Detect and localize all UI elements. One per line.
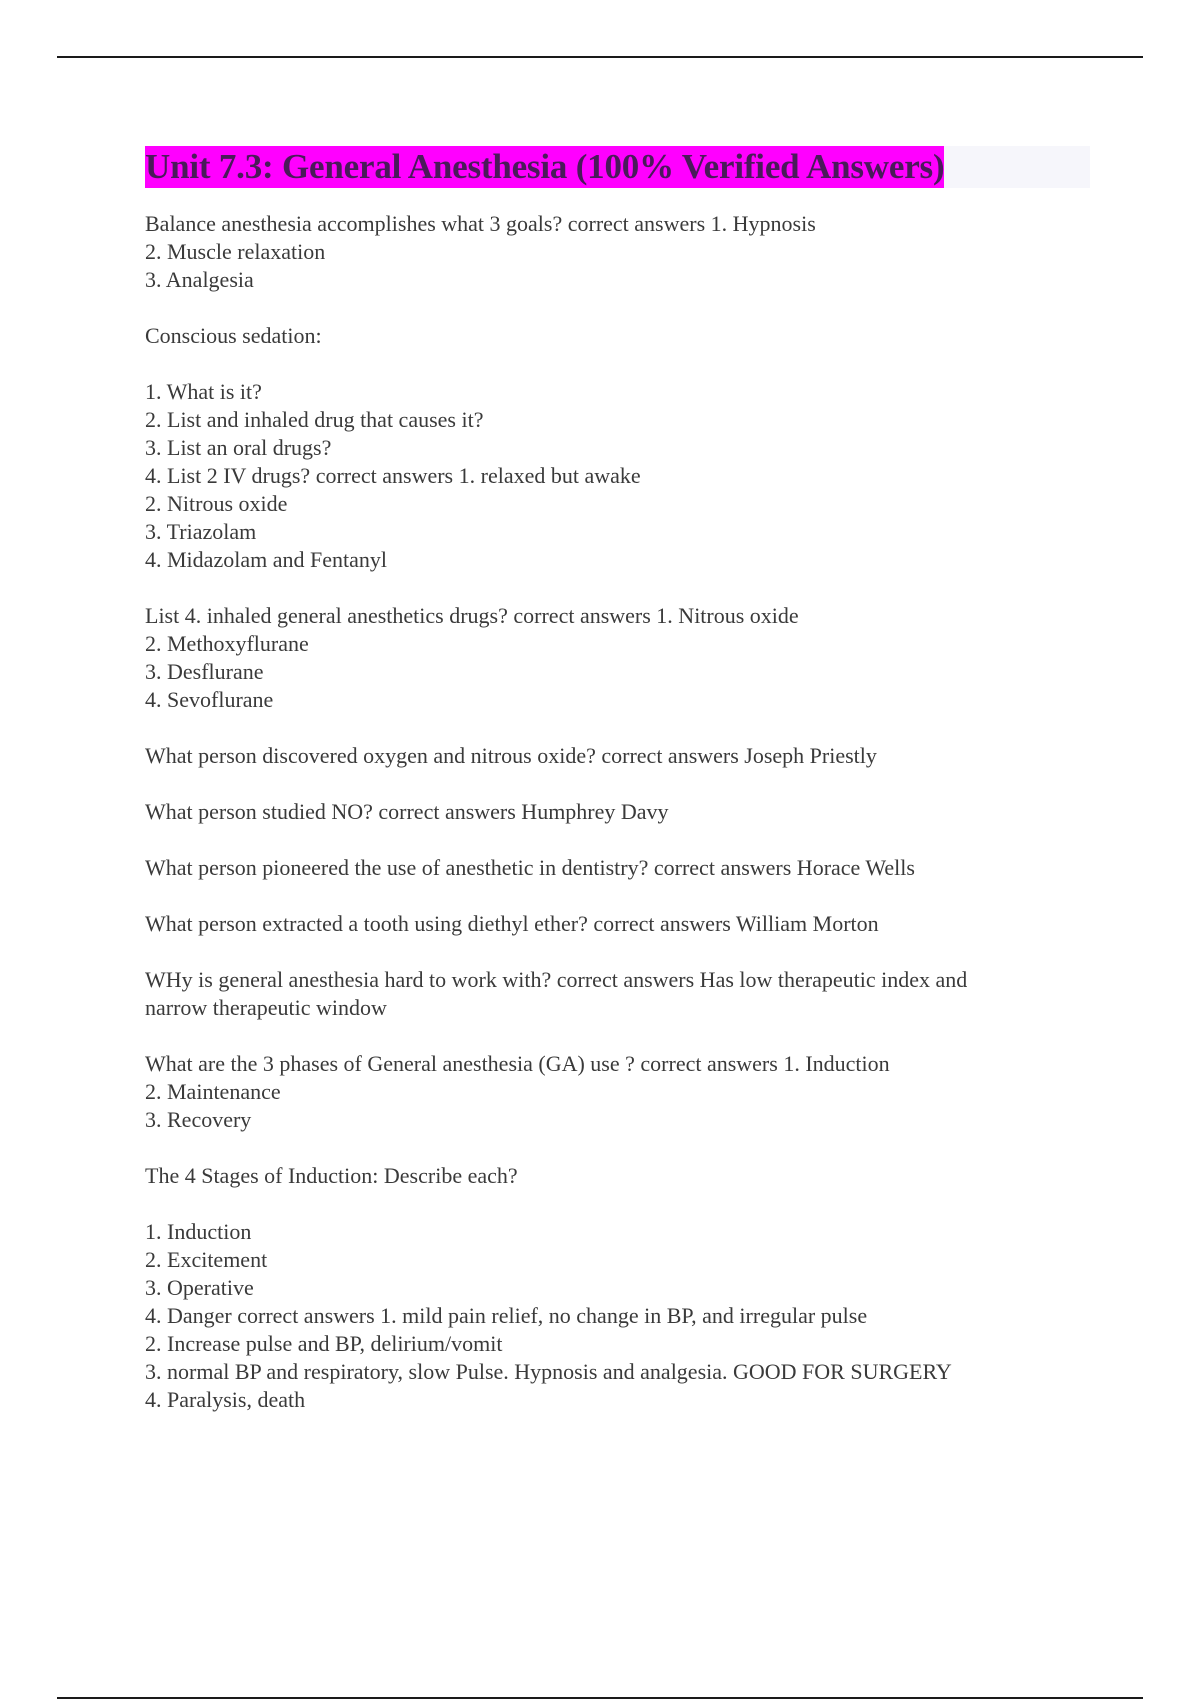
qa-list — [145, 210, 1090, 1414]
text-line: 4. Sevoflurane — [145, 687, 274, 712]
text-line: List 4. inhaled general anesthetics drugs? correct answers 1. Nitrous oxide — [145, 603, 799, 628]
text-line: narrow therapeutic window — [145, 995, 387, 1020]
qa-block — [145, 602, 1090, 714]
qa-block — [145, 798, 1090, 826]
text-line: 2. Maintenance — [145, 1079, 281, 1104]
text-line: 2. Excitement — [145, 1247, 268, 1272]
qa-block — [145, 742, 1090, 770]
text-line: 2. Methoxyflurane — [145, 631, 309, 656]
text-line: 3. List an oral drugs? — [145, 435, 332, 460]
qa-block — [145, 322, 1090, 574]
title-row — [145, 146, 1090, 188]
text-line: Balance anesthesia accomplishes what 3 goals? correct answers 1. Hypnosis — [145, 211, 816, 236]
text-line: 2. Nitrous oxide — [145, 491, 288, 516]
text-line: 3. Triazolam — [145, 519, 257, 544]
text-line: 3. Desflurane — [145, 659, 264, 684]
qa-block — [145, 910, 1090, 938]
document-title: Unit 7.3: General Anesthesia (100% Verified Answers) — [145, 147, 945, 186]
text-line: 4. Midazolam and Fentanyl — [145, 547, 387, 572]
text-line: 1. Induction — [145, 1219, 252, 1244]
blank-line — [145, 350, 1090, 378]
text-line: Conscious sedation: — [145, 323, 322, 348]
text-line: 4. Paralysis, death — [145, 1387, 306, 1412]
qa-block — [145, 1050, 1090, 1134]
bottom-rule — [57, 1697, 1143, 1699]
text-line: What person discovered oxygen and nitrous oxide? correct answers Joseph Priestly — [145, 743, 877, 768]
qa-block — [145, 854, 1090, 882]
document-body — [145, 146, 1090, 1442]
text-line: What are the 3 phases of General anesthesia (GA) use ? correct answers 1. Induction — [145, 1051, 890, 1076]
qa-block — [145, 210, 1090, 294]
top-rule — [57, 56, 1143, 58]
text-line: 4. Danger correct answers 1. mild pain relief, no change in BP, and irregular pulse — [145, 1303, 868, 1328]
text-line: 2. Muscle relaxation — [145, 239, 326, 264]
text-line: What person extracted a tooth using diethyl ether? correct answers William Morton — [145, 911, 879, 936]
text-line: 4. List 2 IV drugs? correct answers 1. relaxed but awake — [145, 463, 641, 488]
text-line: What person pioneered the use of anesthetic in dentistry? correct answers Horace Wells — [145, 855, 915, 880]
blank-line — [145, 1190, 1090, 1218]
text-line: 1. What is it? — [145, 379, 262, 404]
text-line: WHy is general anesthesia hard to work with? correct answers Has low therapeutic index and — [145, 967, 968, 992]
text-line: 3. Analgesia — [145, 267, 254, 292]
qa-block — [145, 966, 1090, 1022]
qa-block — [145, 1162, 1090, 1414]
text-line: 3. Recovery — [145, 1107, 252, 1132]
text-line: 2. List and inhaled drug that causes it? — [145, 407, 484, 432]
text-line: What person studied NO? correct answers Humphrey Davy — [145, 799, 669, 824]
text-line: 3. Operative — [145, 1275, 254, 1300]
text-line: 3. normal BP and respiratory, slow Pulse. Hypnosis and analgesia. GOOD FOR SURGERY — [145, 1359, 952, 1384]
text-line: 2. Increase pulse and BP, delirium/vomit — [145, 1331, 503, 1356]
text-line: The 4 Stages of Induction: Describe each? — [145, 1163, 518, 1188]
